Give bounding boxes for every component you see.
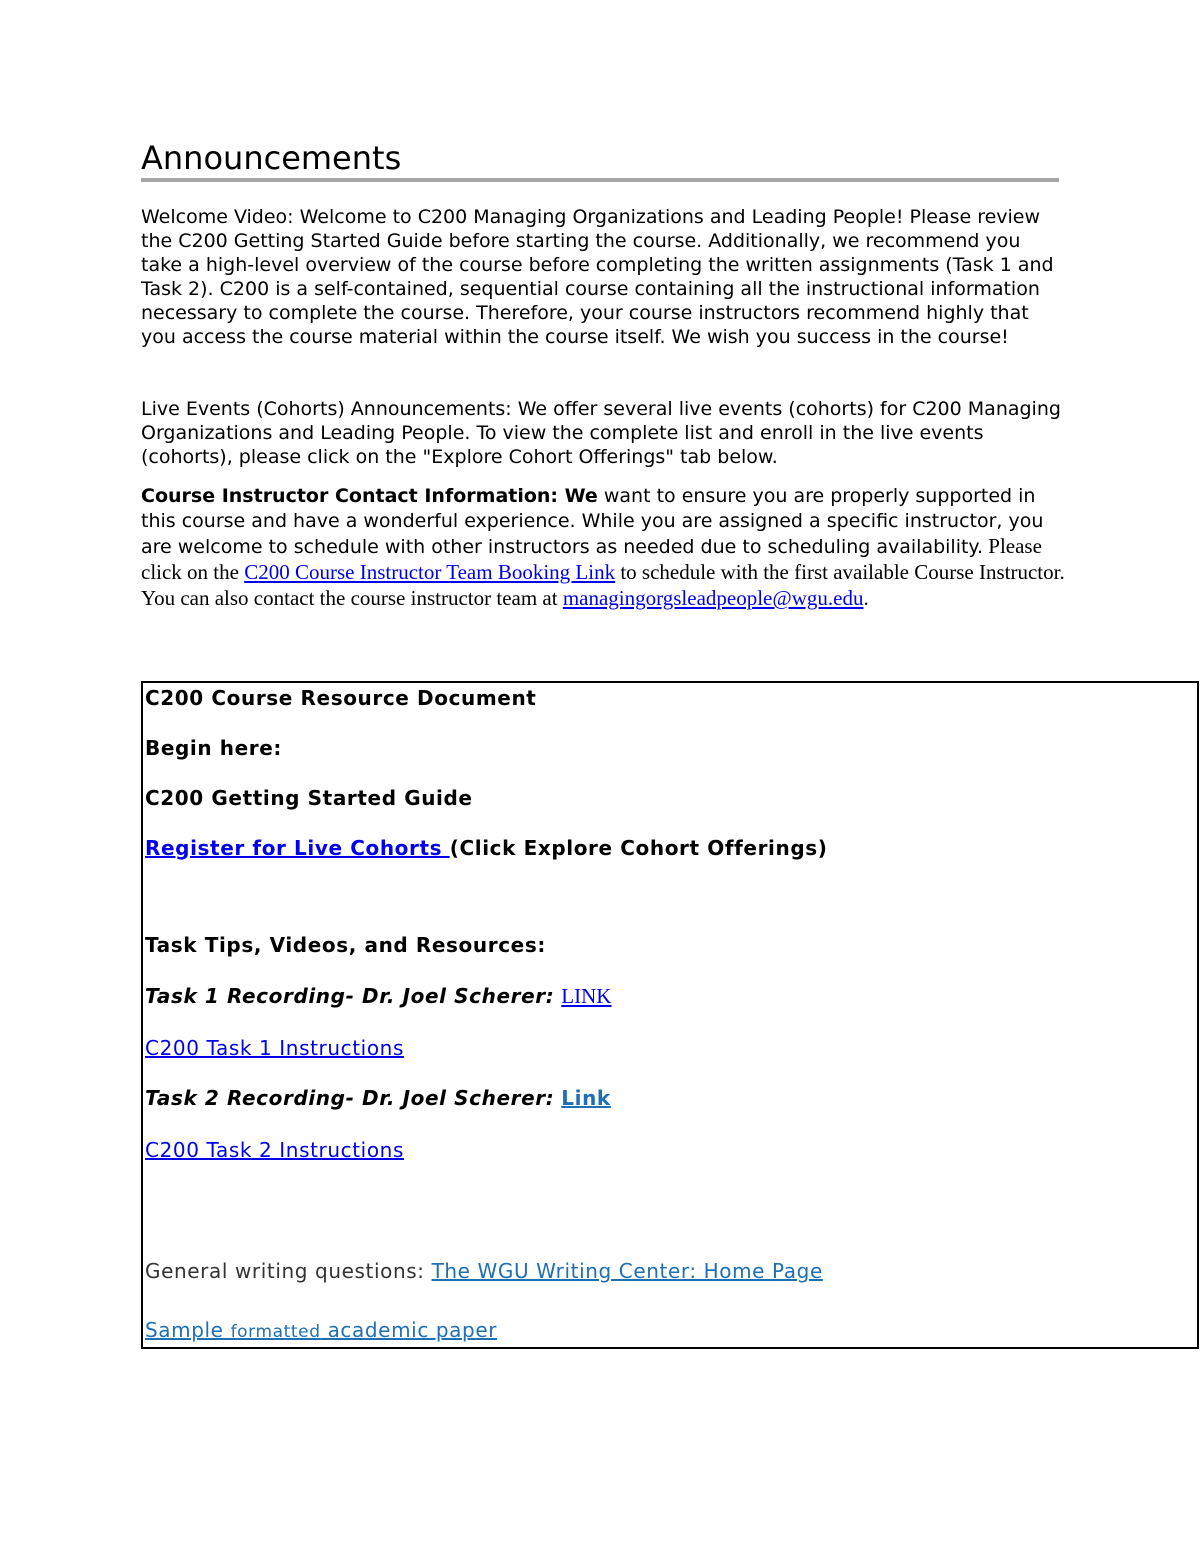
resource-title: C200 Course Resource Document [145, 686, 537, 710]
contact-label: Course Instructor Contact Information: We [141, 485, 598, 507]
register-note: (Click Explore Cohort Offerings) [449, 836, 828, 860]
task2-recording-link[interactable]: Link [561, 1086, 611, 1110]
writing-line [145, 1258, 823, 1284]
begin-here-label: Begin here: [145, 736, 283, 760]
task1-instructions-link[interactable]: C200 Task 1 Instructions [145, 1036, 404, 1060]
resource-document-box [141, 681, 1199, 1349]
announcements-heading: Announcements [141, 139, 402, 177]
task1-recording-line [145, 983, 611, 1009]
sample-paper-line [145, 1317, 497, 1345]
task2-instructions-line [145, 1137, 404, 1163]
task2-recording-line [145, 1085, 611, 1111]
task1-recording-label: Task 1 Recording- Dr. Joel Scherer: [145, 984, 555, 1008]
contact-text-3: to schedule with the first available Course Instructor. You can also contact the course instructor team at [141, 560, 1065, 610]
heading-divider [141, 178, 1059, 182]
register-line [145, 835, 828, 861]
contact-text-1: want to ensure you are properly supported in this course and have a wonderful experience. While you are assigned a specific instructor, you are welcome to schedule with other instructors as needed due to scheduling availability. [141, 485, 1044, 558]
sample-paper-link[interactable] [145, 1318, 497, 1342]
task-tips-heading: Task Tips, Videos, and Resources: [145, 933, 546, 957]
sample-link-part-b: formatted [230, 1322, 321, 1342]
contact-text-4: . [863, 586, 869, 610]
welcome-paragraph: Welcome Video: Welcome to C200 Managing Organizations and Leading People! Please review the C200 Getting Started Guide before starting the course. Additionally, we recommend you take a high-level overview of the course before completing the written assignments (Task 1 and Task 2). C200 is a self-contained, sequential course containing all the instructional information necessary to complete the course. Therefore, your course instructors recommend highly that you access the course material within the course itself. We wish you success in the course! [141, 206, 1054, 348]
live-events-paragraph: Live Events (Cohorts) Announcements: We offer several live events (cohorts) for C200 Managing Organizations and Leading People. To view the complete list and enroll in the live events (cohorts), please click on the "Explore Cohort Offerings" tab below. [141, 398, 1061, 468]
contact-text-2: Please click on the [141, 534, 1042, 584]
register-cohorts-link[interactable]: Register for Live Cohorts [145, 836, 450, 860]
email-link[interactable]: managingorgsleadpeople@wgu.edu [562, 586, 864, 610]
task1-instructions-line [145, 1035, 404, 1061]
sample-link-part-c: academic paper [320, 1318, 498, 1342]
writing-label: General writing questions: [145, 1259, 432, 1283]
task1-recording-link[interactable]: LINK [561, 984, 612, 1008]
getting-started-guide: C200 Getting Started Guide [145, 786, 473, 810]
contact-paragraph [141, 484, 1066, 612]
writing-center-link[interactable]: The WGU Writing Center: Home Page [431, 1259, 823, 1283]
sample-link-part-a: Sample [145, 1318, 231, 1342]
task2-instructions-link[interactable]: C200 Task 2 Instructions [145, 1138, 404, 1162]
booking-link[interactable]: C200 Course Instructor Team Booking Link [244, 560, 616, 584]
task2-recording-label: Task 2 Recording- Dr. Joel Scherer: [145, 1086, 555, 1110]
